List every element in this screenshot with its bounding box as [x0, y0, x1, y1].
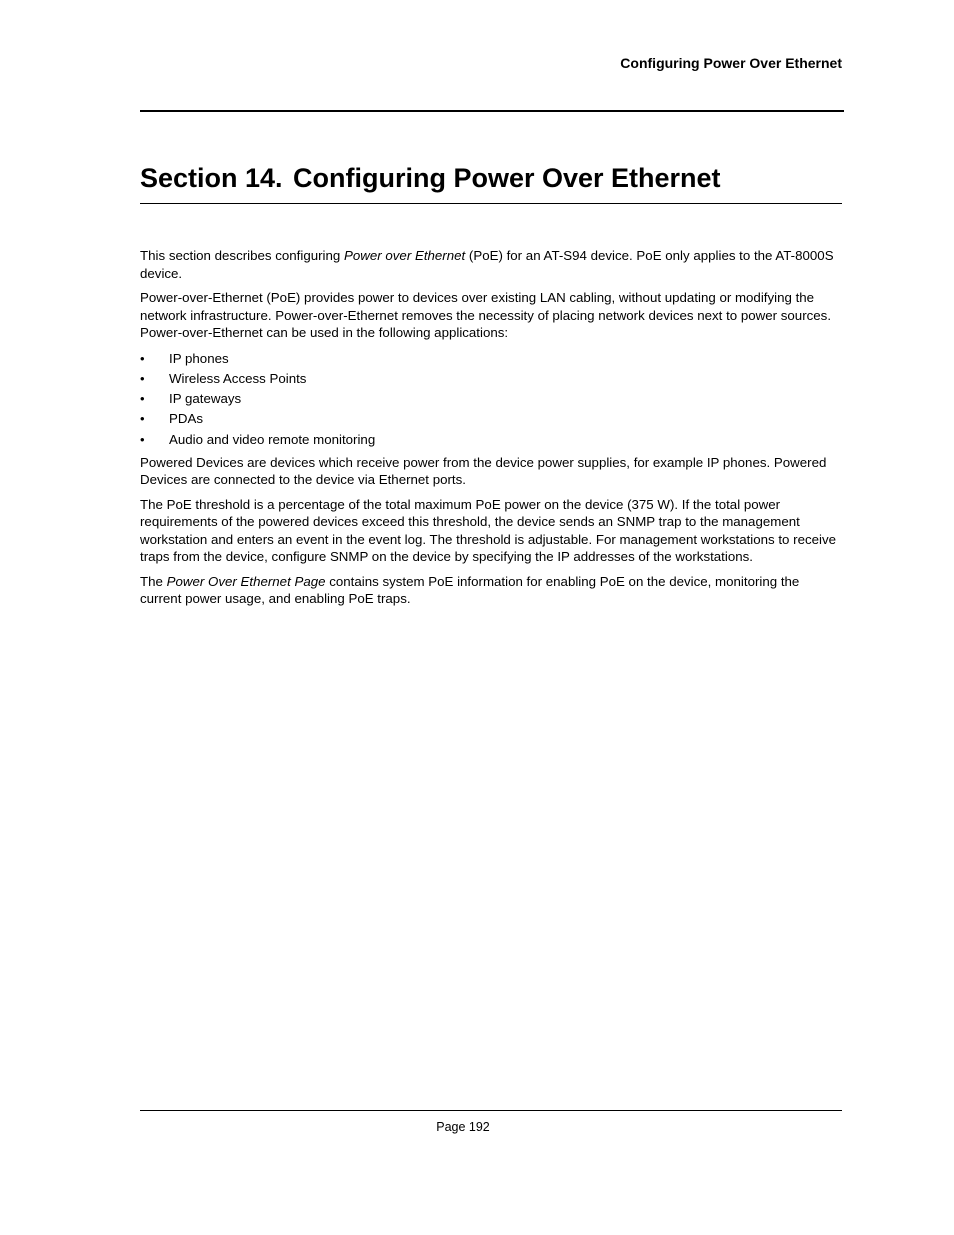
intro-emphasis: Power over Ethernet	[344, 248, 466, 263]
intro-paragraph	[140, 247, 842, 282]
section-title-divider	[140, 203, 842, 204]
list-item	[140, 409, 842, 429]
bullet-icon: •	[140, 370, 145, 386]
closing-text-end: contains system PoE information for enabling PoE on the device, monitoring the current power usage, and enabling PoE traps.	[140, 573, 800, 607]
section-number: Section 14.	[140, 163, 283, 193]
list-item	[140, 349, 842, 369]
footer-divider	[140, 1110, 842, 1111]
intro-text-end: (PoE) for an AT-S94 device. PoE only applies to the AT-8000S device.	[140, 248, 834, 281]
section-heading	[140, 158, 721, 198]
body-content	[140, 247, 842, 615]
bullet-icon: •	[140, 411, 145, 427]
list-item	[140, 369, 842, 389]
bullet-icon: •	[140, 431, 145, 447]
powered-devices-paragraph: Powered Devices are devices which receive power from the device power supplies, for example IP phones. Powered Devices are connected to the device via Ethernet ports.	[140, 454, 827, 488]
list-item-text: PDAs	[169, 411, 203, 427]
threshold-paragraph: The PoE threshold is a percentage of the total maximum PoE power on the device (375 W). If the total power requirements of the powered devices exceed this threshold, the device sends an SNMP trap to the management workstation and enters an event in the event log. The threshold is adjustable. For management workstations to receive traps from the device, configure SNMP on the device by specifying the IP addresses of the workstations.	[140, 496, 837, 565]
list-item-text: Audio and video remote monitoring	[169, 431, 376, 447]
list-item-text: IP phones	[169, 350, 229, 366]
bullet-icon: •	[140, 350, 145, 366]
page-number: Page 192	[436, 1120, 490, 1134]
closing-paragraph	[140, 573, 842, 608]
poe-paragraph: Power-over-Ethernet (PoE) provides power to devices over existing LAN cabling, without updating or modifying the network infrastructure. Power-over-Ethernet removes the necessity of placing network devices next to power sources. Power-over-Ethernet can be used in the following applications:	[140, 290, 832, 340]
bullet-icon: •	[140, 391, 145, 407]
intro-text-start: This section describes configuring	[140, 248, 344, 263]
closing-text-start: The	[140, 573, 167, 589]
running-header-title: Configuring Power Over Ethernet	[620, 55, 842, 71]
header-divider	[140, 110, 844, 112]
applications-list	[140, 349, 842, 450]
list-item	[140, 430, 842, 450]
list-item-text: Wireless Access Points	[169, 370, 307, 386]
list-item	[140, 389, 842, 409]
list-item-text: IP gateways	[169, 391, 242, 407]
closing-emphasis: Power Over Ethernet Page	[166, 573, 326, 589]
section-title: Configuring Power Over Ethernet	[293, 163, 721, 193]
